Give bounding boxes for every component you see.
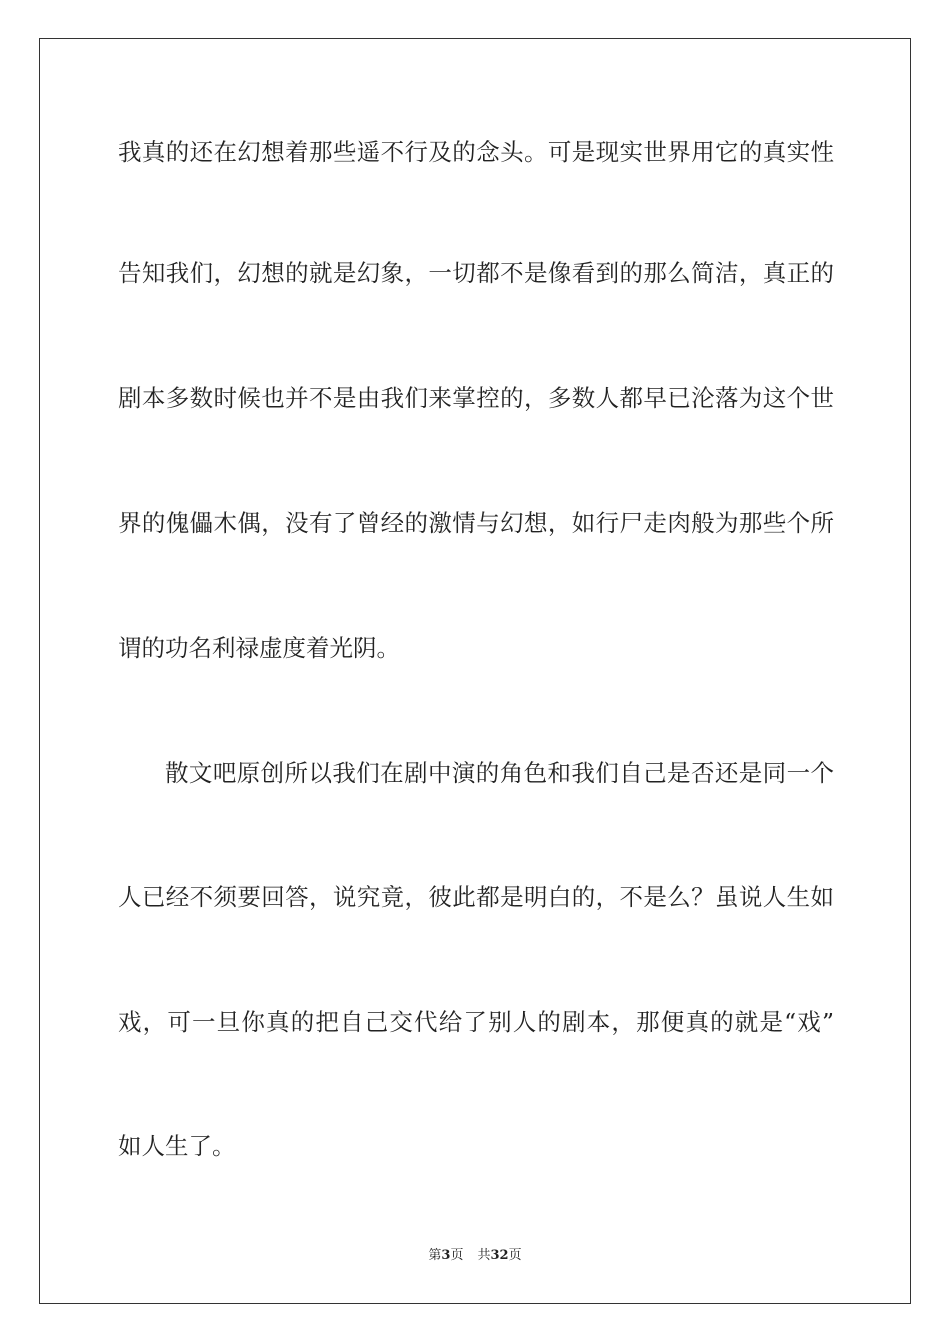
text-line: 剧本多数时候也并不是由我们来掌控的，多数人都早已沦落为这个世 xyxy=(118,384,834,412)
text-line: 戏，可一旦你真的把自己交代给了别人的剧本，那便真的就是“戏” xyxy=(118,1008,834,1036)
page-number: 3 xyxy=(441,1248,451,1263)
page-border xyxy=(39,38,911,1304)
text-line: 人已经不须要回答，说究竟，彼此都是明白的，不是么？虽说人生如 xyxy=(118,883,834,911)
page-label-suffix: 页 xyxy=(450,1248,464,1263)
text-line: 如人生了。 xyxy=(118,1132,236,1160)
text-line: 界的傀儡木偶，没有了曾经的激情与幻想，如行尸走肉般为那些个所 xyxy=(118,509,834,537)
total-pages: 32 xyxy=(490,1248,509,1263)
text-line: 散文吧原创所以我们在剧中演的角色和我们自己是否还是同一个 xyxy=(165,759,834,787)
total-label-suffix: 页 xyxy=(508,1248,522,1263)
text-line: 告知我们，幻想的就是幻象，一切都不是像看到的那么简洁，真正的 xyxy=(118,259,834,287)
text-line: 谓的功名利禄虚度着光阴。 xyxy=(118,634,400,662)
page-footer xyxy=(0,1247,950,1265)
page-label-prefix: 第 xyxy=(428,1248,442,1263)
text-line: 我真的还在幻想着那些遥不行及的念头。可是现实世界用它的真实性 xyxy=(118,138,834,166)
total-label-prefix: 共 xyxy=(477,1248,491,1263)
